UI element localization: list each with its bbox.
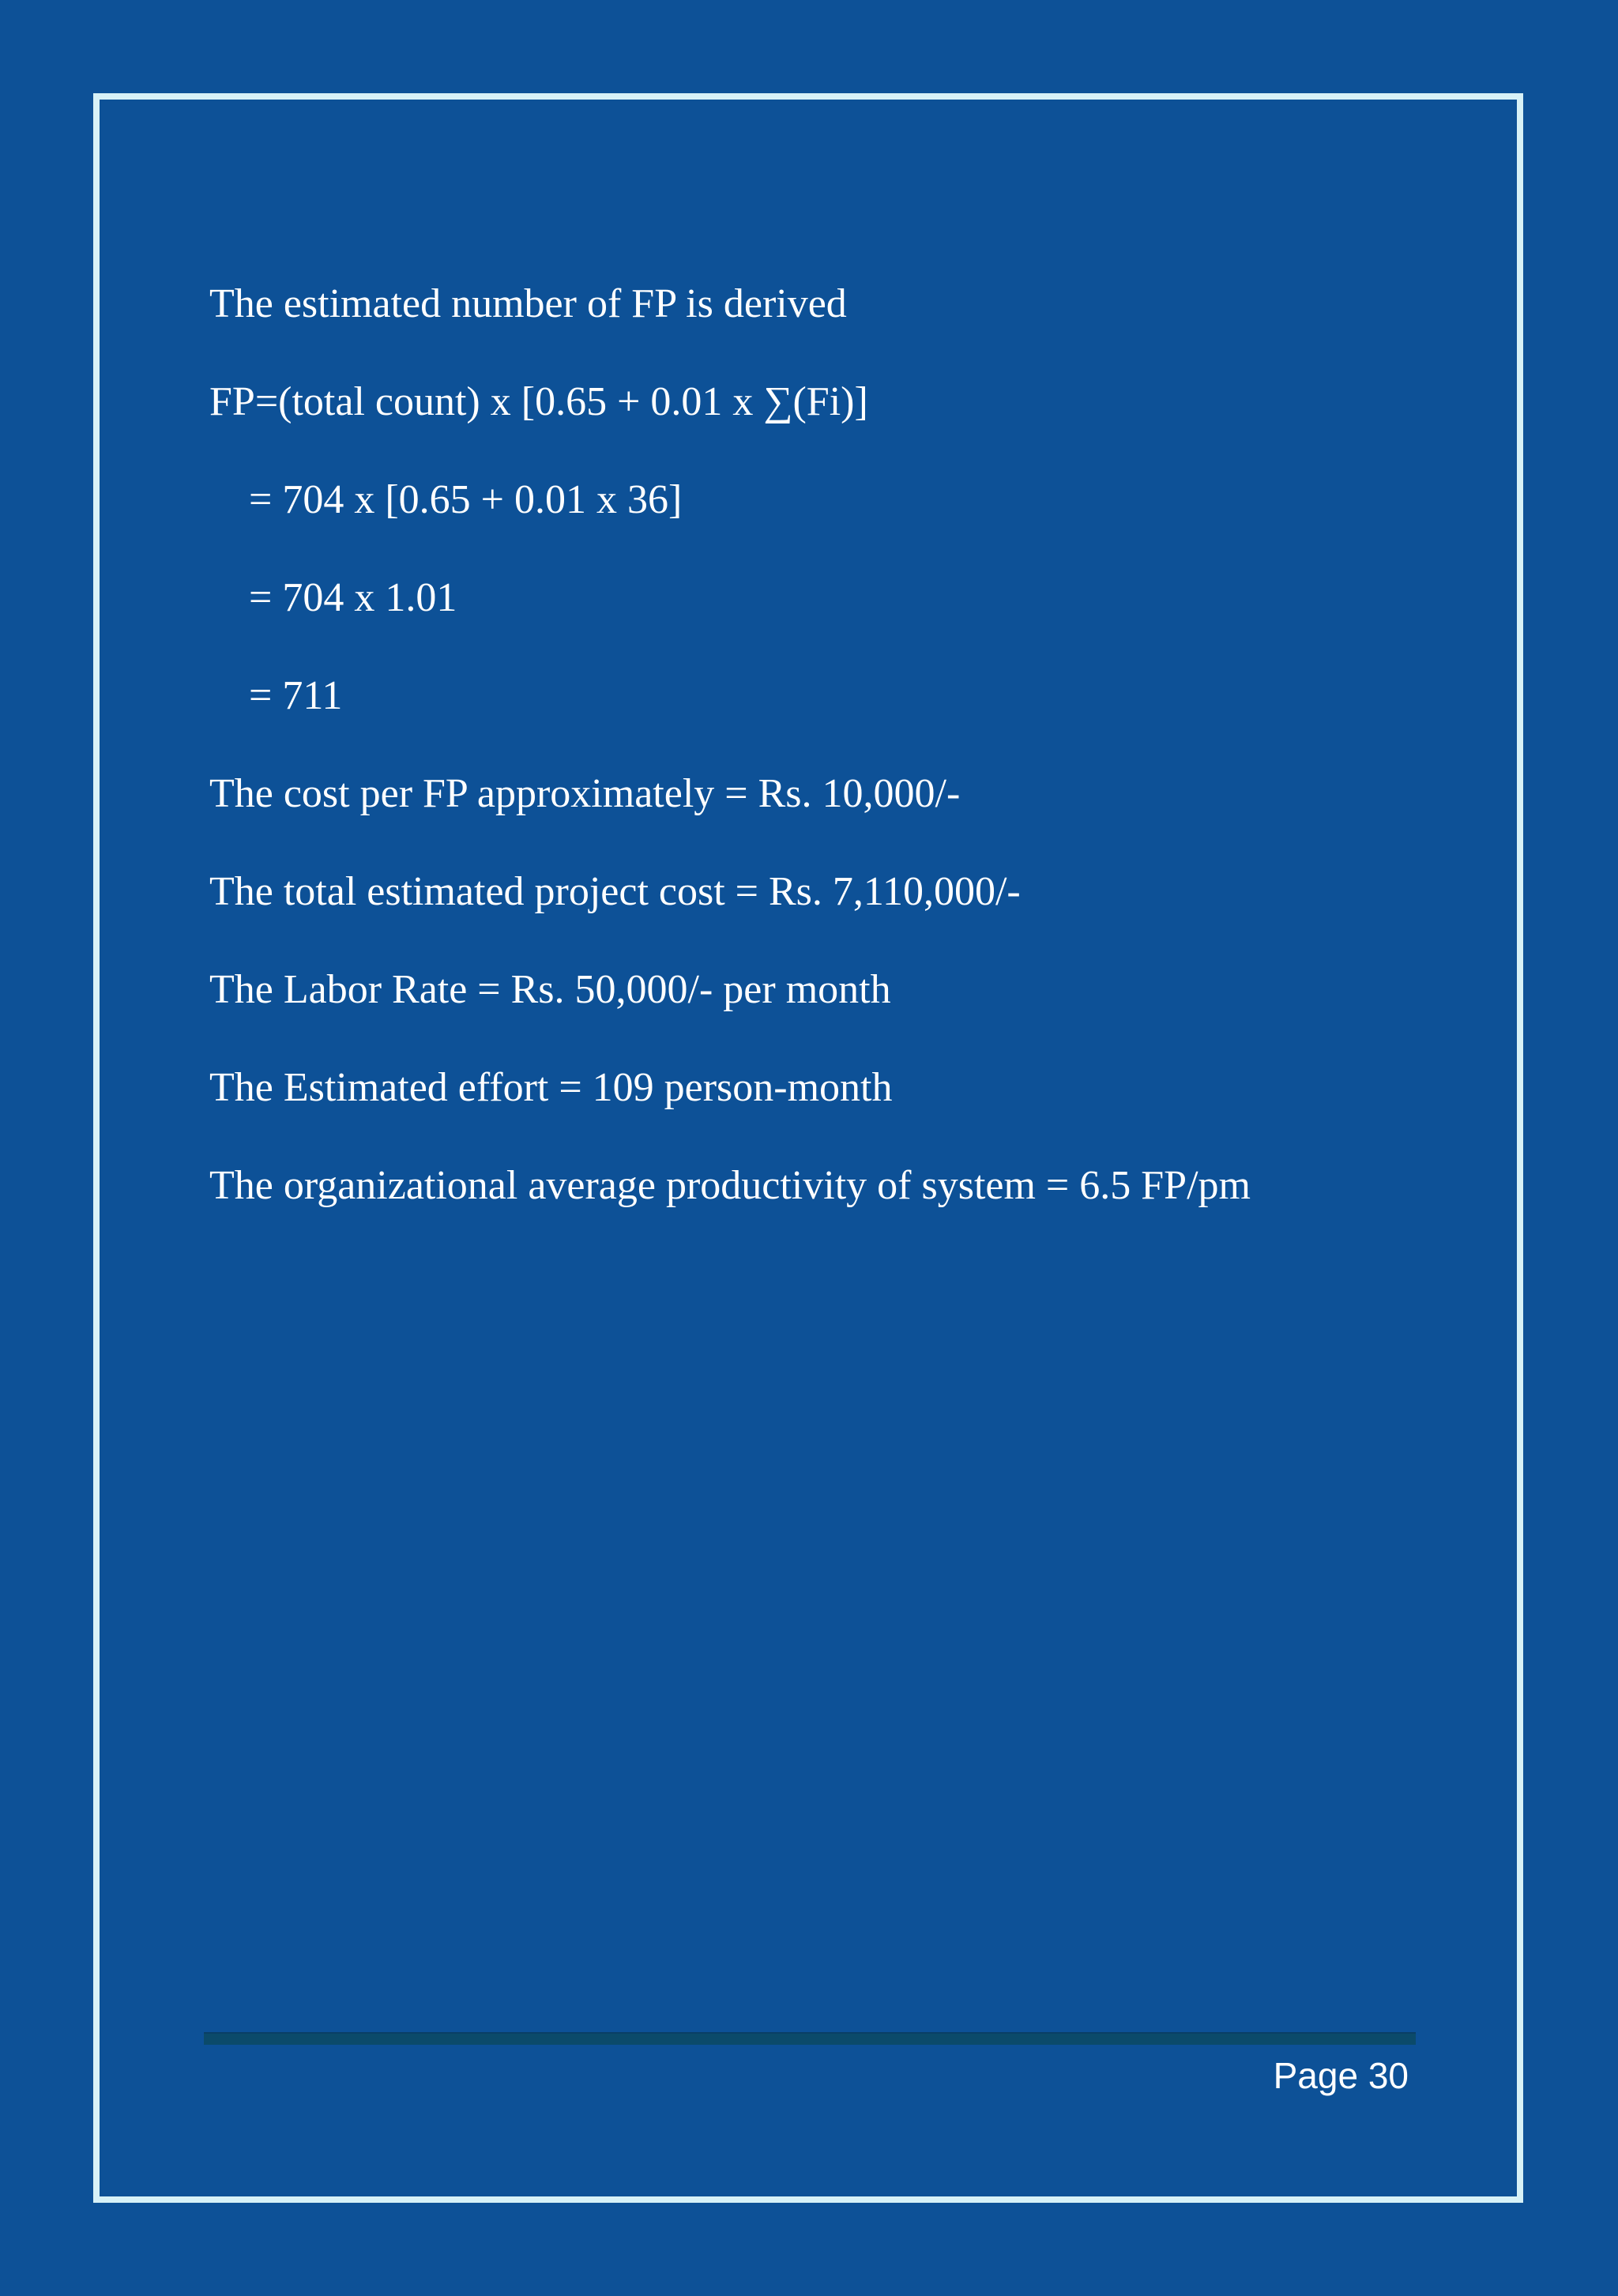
labor-rate: The Labor Rate = Rs. 50,000/- per month — [209, 967, 891, 1012]
fp-formula-product: = 704 x 1.01 — [249, 575, 457, 620]
estimated-effort: The Estimated effort = 109 person-month — [209, 1065, 893, 1110]
fp-derivation-intro: The estimated number of FP is derived — [209, 281, 847, 326]
average-productivity: The organizational average productivity of system = 6.5 FP/pm — [209, 1163, 1251, 1208]
fp-formula-substitution: = 704 x [0.65 + 0.01 x 36] — [249, 477, 683, 522]
page-number: Page 30 — [1273, 2055, 1409, 2096]
fp-formula-result: = 711 — [249, 673, 343, 718]
fp-formula: FP=(total count) x [0.65 + 0.01 x ∑(Fi)] — [209, 379, 868, 424]
total-project-cost: The total estimated project cost = Rs. 7,110,000/- — [209, 869, 1021, 914]
footer-rule — [204, 2032, 1416, 2045]
cost-per-fp: The cost per FP approximately = Rs. 10,000/- — [209, 771, 961, 816]
